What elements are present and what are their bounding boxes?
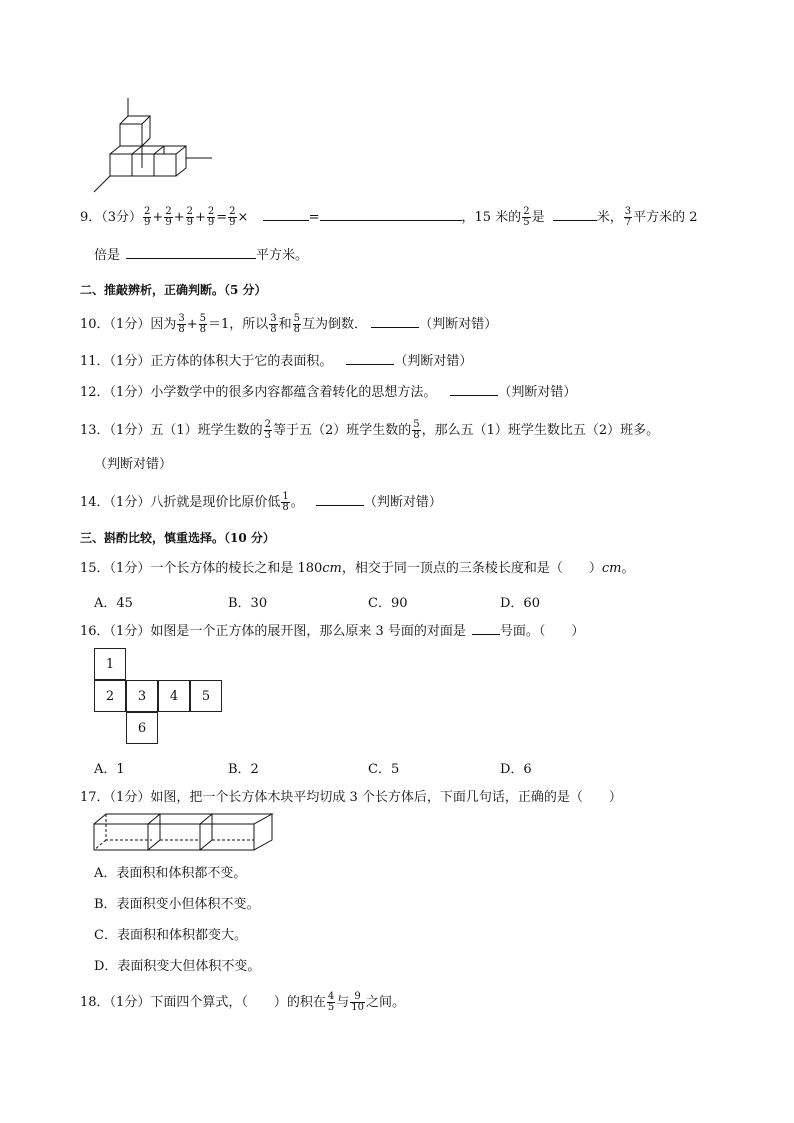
fraction: $\frac{4}{5}$ bbox=[327, 991, 335, 1013]
option-a[interactable]: A．45 bbox=[94, 596, 133, 611]
answer-blank[interactable] bbox=[126, 246, 256, 259]
question-16: 16．（1分）如图是一个正方体的展开图，那么原来 3 号面的对面是 号面。（ ） bbox=[80, 624, 585, 639]
fraction: $\frac{3}{8}$ bbox=[270, 313, 277, 335]
option-c[interactable]: C．5 bbox=[368, 762, 400, 777]
question-9-line2: 倍是 平方米。 bbox=[94, 248, 309, 263]
fraction: $\frac{2}{3}$ bbox=[264, 419, 271, 441]
question-9: 9．（3分） $\frac{2}{9}$ + $\frac{2}{9}$ + $\frac{2}{9}$ + $\frac{2}{9}$ = $\frac{2}{9}$ × = ，15 米的 $\frac{2}{5}$ 是 米， $\frac{3}{7}$ 平方米的 2 bbox=[80, 206, 698, 228]
cube-row bbox=[110, 146, 186, 176]
section-heading-3: 三、斟酌比较，慎重选择。（10 分） bbox=[80, 531, 275, 545]
cuboid-cut-figure bbox=[92, 812, 276, 854]
question-10: 10．（1分）因为 $\frac{3}{8}$ + $\frac{5}{8}$ ＝1，所以 $\frac{3}{8}$ 和 $\frac{5}{8}$ 互为倒数． （判断对错） bbox=[80, 313, 498, 335]
answer-blank[interactable] bbox=[553, 208, 597, 221]
answer-blank[interactable] bbox=[316, 493, 364, 506]
option-c[interactable]: C．表面积和体积都变大。 bbox=[94, 928, 247, 943]
option-b[interactable]: B．2 bbox=[228, 762, 259, 777]
net-face-3: 3 bbox=[126, 680, 158, 712]
fraction: $\frac{5}{8}$ bbox=[199, 313, 206, 335]
fraction: $\frac{2}{9}$ bbox=[229, 206, 236, 228]
option-a[interactable]: A．1 bbox=[94, 762, 125, 777]
option-d[interactable]: D．6 bbox=[500, 762, 532, 777]
cube-top bbox=[120, 116, 150, 146]
fraction: $\frac{1}{8}$ bbox=[282, 491, 289, 513]
axis-diagonal bbox=[94, 176, 110, 192]
question-12: 12．（1分）小学数学中的很多内容都蕴含着转化的思想方法。 （判断对错） bbox=[80, 385, 577, 400]
fraction: $\frac{9}{10}$ bbox=[351, 991, 364, 1013]
fraction: $\frac{2}{9}$ bbox=[144, 206, 151, 228]
cube-stack-figure bbox=[88, 92, 228, 198]
net-face-5: 5 bbox=[190, 680, 222, 712]
question-11: 11．（1分）正方体的体积大于它的表面积。 （判断对错） bbox=[80, 354, 473, 369]
answer-blank[interactable] bbox=[263, 208, 309, 221]
option-d[interactable]: D．表面积变大但体积不变。 bbox=[94, 959, 261, 974]
net-face-4: 4 bbox=[158, 680, 190, 712]
option-c[interactable]: C．90 bbox=[368, 596, 408, 611]
fraction: $\frac{2}{9}$ bbox=[207, 206, 215, 228]
answer-blank[interactable] bbox=[320, 208, 462, 221]
fraction: $\frac{5}{8}$ bbox=[413, 419, 420, 441]
fraction: $\frac{2}{9}$ bbox=[165, 206, 172, 228]
question-17: 17．（1分）如图，把一个长方体木块平均切成 3 个长方体后，下面几句话，正确的是（ ） bbox=[80, 790, 622, 805]
question-13-line2: （判断对错） bbox=[94, 457, 173, 472]
fraction: $\frac{2}{5}$ bbox=[523, 206, 530, 228]
option-b[interactable]: B．30 bbox=[228, 596, 268, 611]
net-face-6: 6 bbox=[126, 712, 158, 744]
question-15: 15．（1分）一个长方体的棱长之和是 180cm，相交于同一顶点的三条棱长度和是（ ）cm。 bbox=[80, 561, 635, 576]
answer-blank[interactable] bbox=[346, 352, 394, 365]
answer-blank[interactable] bbox=[450, 383, 498, 396]
section-heading-2: 二、推敲辨析，正确判断。（5 分） bbox=[80, 283, 267, 297]
fraction: $\frac{5}{8}$ bbox=[293, 313, 301, 335]
answer-blank[interactable] bbox=[472, 622, 500, 635]
fraction: $\frac{2}{9}$ bbox=[186, 206, 193, 228]
question-14: 14．（1分）八折就是现价比原价低 $\frac{1}{8}$ 。 （判断对错） bbox=[80, 491, 442, 513]
net-face-1: 1 bbox=[94, 648, 126, 680]
question-18: 18．（1分）下面四个算式，（ ）的积在 $\frac{4}{5}$ 与 $\frac{9}{10}$ 之间。 bbox=[80, 991, 405, 1013]
fraction: $\frac{3}{8}$ bbox=[178, 313, 185, 335]
fraction: $\frac{3}{7}$ bbox=[624, 206, 632, 228]
option-d[interactable]: D．60 bbox=[500, 596, 540, 611]
option-a[interactable]: A．表面积和体积都不变。 bbox=[94, 866, 247, 881]
net-face-2: 2 bbox=[94, 680, 126, 712]
option-b[interactable]: B．表面积变小但体积不变。 bbox=[94, 897, 260, 912]
answer-blank[interactable] bbox=[371, 315, 419, 328]
question-13: 13．（1分）五（1）班学生数的 $\frac{2}{3}$ 等于五（2）班学生数的 $\frac{5}{8}$ ，那么五（1）班学生数比五（2）班多。 bbox=[80, 419, 660, 441]
